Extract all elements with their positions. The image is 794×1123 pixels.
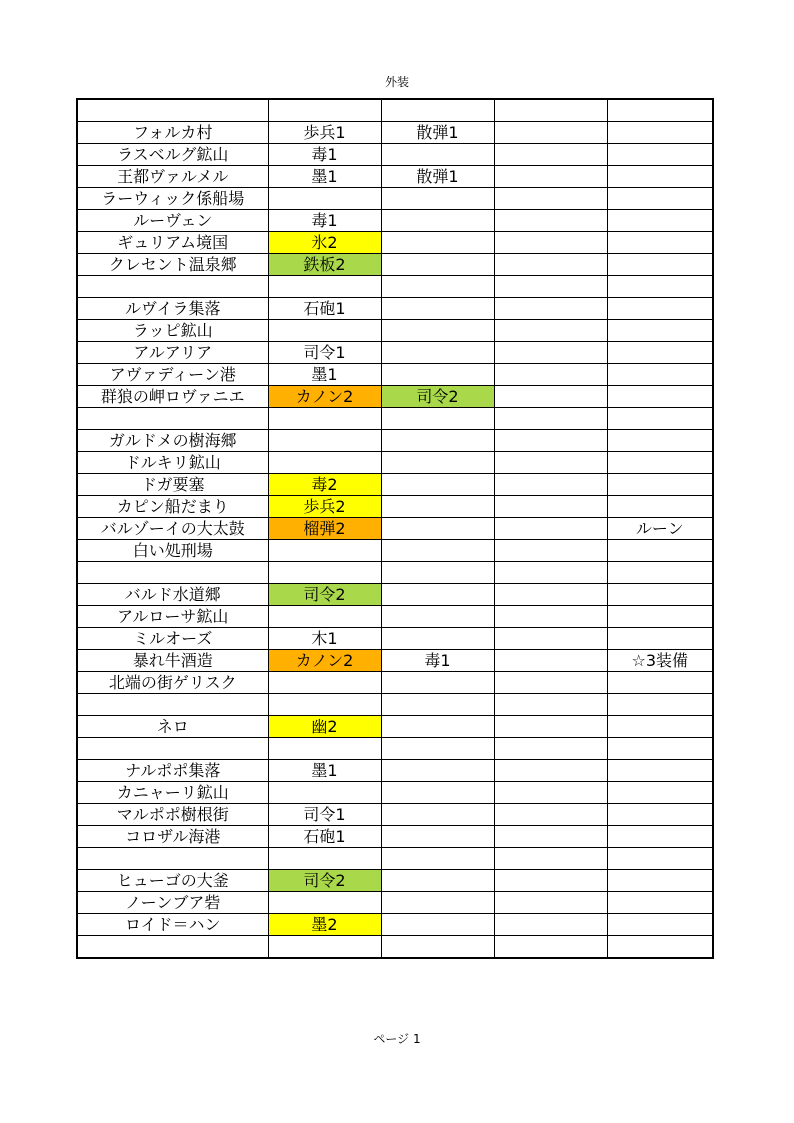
value-cell	[381, 606, 494, 628]
value-cell	[381, 760, 494, 782]
value-cell	[268, 672, 381, 694]
value-cell	[607, 848, 713, 870]
value-cell	[494, 320, 607, 342]
value-cell: 司令1	[268, 804, 381, 826]
value-cell	[494, 606, 607, 628]
location-cell: ドルキリ鉱山	[77, 452, 268, 474]
value-cell	[381, 804, 494, 826]
table-row	[77, 804, 713, 826]
location-cell: バルド水道郷	[77, 584, 268, 606]
value-cell	[381, 430, 494, 452]
location-cell: ネロ	[77, 716, 268, 738]
location-cell: ノーンブア砦	[77, 892, 268, 914]
table-row	[77, 540, 713, 562]
table-row	[77, 914, 713, 936]
value-cell	[381, 254, 494, 276]
value-cell	[494, 694, 607, 716]
value-cell	[494, 870, 607, 892]
location-cell: ガルドメの樹海郷	[77, 430, 268, 452]
table-row	[77, 650, 713, 672]
value-cell	[494, 518, 607, 540]
value-cell	[381, 716, 494, 738]
value-cell	[494, 364, 607, 386]
value-cell	[381, 99, 494, 122]
location-cell	[77, 848, 268, 870]
table-row	[77, 342, 713, 364]
value-cell	[607, 562, 713, 584]
value-cell	[494, 738, 607, 760]
value-cell	[494, 804, 607, 826]
location-cell: マルポポ樹根街	[77, 804, 268, 826]
value-cell	[268, 936, 381, 959]
value-cell: 石砲1	[268, 826, 381, 848]
table-row	[77, 474, 713, 496]
value-cell	[607, 914, 713, 936]
value-cell	[381, 452, 494, 474]
value-cell	[381, 276, 494, 298]
value-cell	[381, 562, 494, 584]
value-cell	[494, 166, 607, 188]
value-cell	[494, 210, 607, 232]
value-cell	[607, 540, 713, 562]
value-cell	[494, 892, 607, 914]
value-cell	[268, 276, 381, 298]
value-cell	[607, 584, 713, 606]
value-cell	[607, 694, 713, 716]
value-cell	[607, 342, 713, 364]
location-cell	[77, 276, 268, 298]
value-cell	[607, 672, 713, 694]
table-row	[77, 562, 713, 584]
value-cell	[381, 342, 494, 364]
table-row	[77, 430, 713, 452]
value-cell	[381, 518, 494, 540]
table-row	[77, 99, 713, 122]
location-cell: ラッピ鉱山	[77, 320, 268, 342]
value-cell	[494, 826, 607, 848]
value-cell: 司令1	[268, 342, 381, 364]
table-row	[77, 364, 713, 386]
table-row	[77, 144, 713, 166]
location-cell: 暴れ牛酒造	[77, 650, 268, 672]
location-cell	[77, 408, 268, 430]
table-row	[77, 672, 713, 694]
value-cell	[268, 694, 381, 716]
value-cell	[607, 804, 713, 826]
value-cell	[494, 452, 607, 474]
value-cell	[494, 716, 607, 738]
location-cell: バルゾーイの大太鼓	[77, 518, 268, 540]
value-cell	[381, 364, 494, 386]
value-cell	[494, 99, 607, 122]
location-cell	[77, 738, 268, 760]
value-cell	[494, 232, 607, 254]
value-cell	[607, 628, 713, 650]
location-cell	[77, 562, 268, 584]
location-cell	[77, 99, 268, 122]
table-row	[77, 892, 713, 914]
table-row	[77, 408, 713, 430]
value-cell	[381, 694, 494, 716]
value-cell	[381, 628, 494, 650]
table-row	[77, 606, 713, 628]
value-cell	[494, 628, 607, 650]
value-cell	[494, 276, 607, 298]
location-cell: アルアリア	[77, 342, 268, 364]
value-cell	[268, 782, 381, 804]
value-cell: ルーン	[607, 518, 713, 540]
value-cell	[607, 364, 713, 386]
location-cell: ドガ要塞	[77, 474, 268, 496]
value-cell: 木1	[268, 628, 381, 650]
value-cell	[494, 298, 607, 320]
value-cell	[607, 760, 713, 782]
value-cell	[607, 122, 713, 144]
table-row	[77, 936, 713, 959]
value-cell: 毒1	[381, 650, 494, 672]
value-cell: 毒2	[268, 474, 381, 496]
value-cell: 墨1	[268, 166, 381, 188]
value-cell	[268, 452, 381, 474]
value-cell	[494, 936, 607, 959]
value-cell	[607, 870, 713, 892]
value-cell	[381, 870, 494, 892]
value-cell	[381, 738, 494, 760]
value-cell	[607, 496, 713, 518]
value-cell	[381, 210, 494, 232]
table-row	[77, 826, 713, 848]
value-cell	[268, 540, 381, 562]
table-row	[77, 166, 713, 188]
value-cell: カノン2	[268, 386, 381, 408]
table-row	[77, 210, 713, 232]
value-cell: 氷2	[268, 232, 381, 254]
location-cell: ラーウィック係船場	[77, 188, 268, 210]
location-cell	[77, 694, 268, 716]
table-row	[77, 782, 713, 804]
table-row	[77, 452, 713, 474]
value-cell	[268, 848, 381, 870]
value-cell	[381, 936, 494, 959]
value-cell: 司令2	[268, 584, 381, 606]
value-cell	[494, 496, 607, 518]
value-cell	[494, 760, 607, 782]
value-cell	[381, 232, 494, 254]
table-row	[77, 496, 713, 518]
value-cell	[381, 496, 494, 518]
value-cell: 墨2	[268, 914, 381, 936]
value-cell	[381, 144, 494, 166]
table-row	[77, 716, 713, 738]
value-cell	[494, 474, 607, 496]
value-cell	[607, 474, 713, 496]
value-cell	[381, 540, 494, 562]
value-cell	[494, 342, 607, 364]
value-cell	[381, 892, 494, 914]
table-row	[77, 320, 713, 342]
value-cell	[268, 188, 381, 210]
value-cell	[607, 716, 713, 738]
value-cell	[607, 606, 713, 628]
value-cell	[607, 276, 713, 298]
value-cell	[494, 782, 607, 804]
location-cell: ラスベルグ鉱山	[77, 144, 268, 166]
table-row	[77, 628, 713, 650]
value-cell	[381, 584, 494, 606]
value-cell	[607, 210, 713, 232]
value-cell: 歩兵1	[268, 122, 381, 144]
page-footer: ページ 1	[373, 1032, 421, 1046]
table-row	[77, 298, 713, 320]
location-cell	[77, 936, 268, 959]
location-cell: コロザル海港	[77, 826, 268, 848]
value-cell	[494, 540, 607, 562]
value-cell	[607, 386, 713, 408]
value-cell	[268, 99, 381, 122]
table-row	[77, 584, 713, 606]
table-row	[77, 738, 713, 760]
value-cell	[494, 386, 607, 408]
value-cell	[494, 188, 607, 210]
value-cell: 毒1	[268, 210, 381, 232]
value-cell	[494, 562, 607, 584]
value-cell	[494, 408, 607, 430]
value-cell: 司令2	[381, 386, 494, 408]
value-cell	[381, 408, 494, 430]
value-cell: 墨1	[268, 760, 381, 782]
table-row	[77, 276, 713, 298]
table-row	[77, 760, 713, 782]
value-cell	[381, 298, 494, 320]
value-cell	[607, 232, 713, 254]
value-cell	[381, 826, 494, 848]
value-cell	[268, 562, 381, 584]
value-cell	[494, 848, 607, 870]
value-cell: 歩兵2	[268, 496, 381, 518]
value-cell: 鉄板2	[268, 254, 381, 276]
location-cell: 北端の街ゲリスク	[77, 672, 268, 694]
value-cell: ☆3装備	[607, 650, 713, 672]
location-cell: カニャーリ鉱山	[77, 782, 268, 804]
value-cell	[607, 738, 713, 760]
value-cell: 榴弾2	[268, 518, 381, 540]
location-cell: ルヴイラ集落	[77, 298, 268, 320]
value-cell	[607, 430, 713, 452]
value-cell	[381, 914, 494, 936]
location-cell: クレセント温泉郷	[77, 254, 268, 276]
value-cell	[607, 166, 713, 188]
page-header: 外装	[384, 75, 409, 89]
value-cell	[607, 144, 713, 166]
value-cell	[607, 99, 713, 122]
value-cell	[607, 320, 713, 342]
value-cell	[268, 320, 381, 342]
value-cell: 散弾1	[381, 166, 494, 188]
location-cell: カピン船だまり	[77, 496, 268, 518]
value-cell: 石砲1	[268, 298, 381, 320]
value-cell: 毒1	[268, 144, 381, 166]
location-cell: 王都ヴァルメル	[77, 166, 268, 188]
value-cell: 墨1	[268, 364, 381, 386]
value-cell	[494, 122, 607, 144]
value-cell	[268, 408, 381, 430]
data-table	[76, 98, 714, 959]
value-cell: カノン2	[268, 650, 381, 672]
value-cell	[607, 936, 713, 959]
value-cell	[494, 254, 607, 276]
value-cell	[381, 474, 494, 496]
table-row	[77, 870, 713, 892]
value-cell	[268, 606, 381, 628]
table-row	[77, 254, 713, 276]
table-row	[77, 188, 713, 210]
table-body	[77, 99, 713, 958]
location-cell: ギュリアム境国	[77, 232, 268, 254]
location-cell: アヴァディーン港	[77, 364, 268, 386]
value-cell	[607, 452, 713, 474]
value-cell	[607, 782, 713, 804]
value-cell: 散弾1	[381, 122, 494, 144]
location-cell: フォルカ村	[77, 122, 268, 144]
value-cell	[381, 188, 494, 210]
table-row	[77, 232, 713, 254]
location-cell: 群狼の岬ロヴァニエ	[77, 386, 268, 408]
value-cell	[607, 408, 713, 430]
value-cell	[607, 892, 713, 914]
location-cell: アルローサ鉱山	[77, 606, 268, 628]
value-cell	[494, 584, 607, 606]
location-cell: ナルポポ集落	[77, 760, 268, 782]
value-cell	[268, 430, 381, 452]
value-cell	[381, 320, 494, 342]
value-cell	[381, 672, 494, 694]
location-cell: ヒューゴの大釜	[77, 870, 268, 892]
table-row	[77, 694, 713, 716]
value-cell	[494, 430, 607, 452]
value-cell	[607, 188, 713, 210]
table-row	[77, 848, 713, 870]
value-cell	[607, 826, 713, 848]
value-cell	[607, 298, 713, 320]
value-cell	[494, 650, 607, 672]
value-cell	[494, 914, 607, 936]
table-row	[77, 386, 713, 408]
value-cell	[607, 254, 713, 276]
value-cell	[268, 738, 381, 760]
location-cell: ミルオーズ	[77, 628, 268, 650]
value-cell	[494, 144, 607, 166]
value-cell	[268, 892, 381, 914]
value-cell	[381, 782, 494, 804]
value-cell: 幽2	[268, 716, 381, 738]
location-cell: ルーヴェン	[77, 210, 268, 232]
location-cell: 白い処刑場	[77, 540, 268, 562]
location-cell: ロイド＝ハン	[77, 914, 268, 936]
value-cell	[381, 848, 494, 870]
value-cell: 司令2	[268, 870, 381, 892]
table-row	[77, 122, 713, 144]
value-cell	[494, 672, 607, 694]
table-row	[77, 518, 713, 540]
